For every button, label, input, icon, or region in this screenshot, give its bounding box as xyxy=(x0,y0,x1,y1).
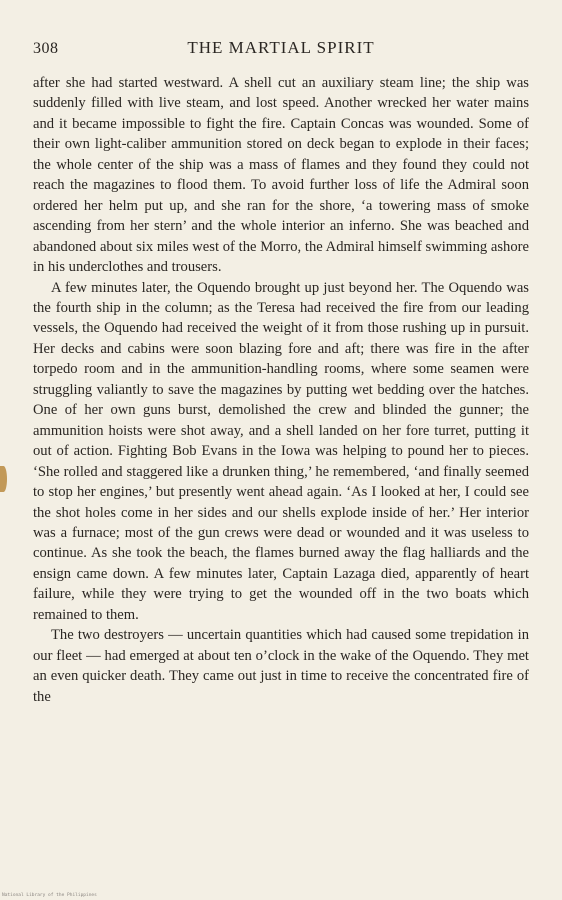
body-text xyxy=(33,73,529,707)
page-number: 308 xyxy=(33,40,59,57)
paragraph-3: The two destroyers — uncertain quantities which had caused some trepidation in our fleet — had emerged at about ten o’clock in the wake of the Oquendo. They met an even quicker death. They came out just in time to receive the concentrated fire of the xyxy=(33,627,529,705)
paragraph-2: A few minutes later, the Oquendo brought up just beyond her. The Oquendo was the fourth ship in the column; as the Teresa had received the fire from our leading vessels, the Oquendo had received the weight of it from those rushing up in pursuit. Her decks and cabins were soon blazing fore and aft; there was fire in the after torpedo room and in the ammunition-handling rooms, where some seamen were struggling valiantly to save the magazines by putting wet bedding over the hatches. One of her own guns burst, demolished the crew and blinded the gunner; the ammunition hoists were shot away, and a shell landed on her fore turret, putting it out of action. Fighting Bob Evans in the Iowa was helping to pound her to pieces. ‘She rolled and staggered like a drunken thing,’ he remembered, ‘and finally seemed to stop her engines,’ but presently went ahead again. ‘As I looked at her, I could see the shot holes come in her sides and our shells explode inside of her.’ Her interior was a furnace; most of the gun crews were dead or wounded and it was useless to continue. As she took the beach, the flames burned away the flag halliards and the ensign came down. A few minutes later, Captain Lazaga died, apparently of heart failure, while they were trying to get the wounded off in the two boats which remained to them. xyxy=(33,279,529,623)
scan-footer: National Library of the Philippines xyxy=(2,893,97,898)
page-header xyxy=(33,38,529,58)
margin-ink-mark xyxy=(0,466,7,492)
paragraph-1: after she had started westward. A shell cut an auxiliary steam line; the ship was suddenly filled with live steam, and lost speed. Another wrecked her water mains and it became impossible to fight the fire. Captain Concas was wounded. Some of their own light-caliber ammunition stored on deck began to explode in their faces; the whole center of the ship was a mass of flames and they found they could not reach the magazines to flood them. To avoid further loss of life the Admiral soon ordered her helm put up, and she ran for the shore, ‘a towering mass of smoke ascending from her stern’ and the whole interior an inferno. She was beached and abandoned about six miles west of the Morro, the Admiral himself swimming ashore in his underclothes and trousers. xyxy=(33,75,529,276)
running-title: THE MARTIAL SPIRIT xyxy=(187,38,375,57)
